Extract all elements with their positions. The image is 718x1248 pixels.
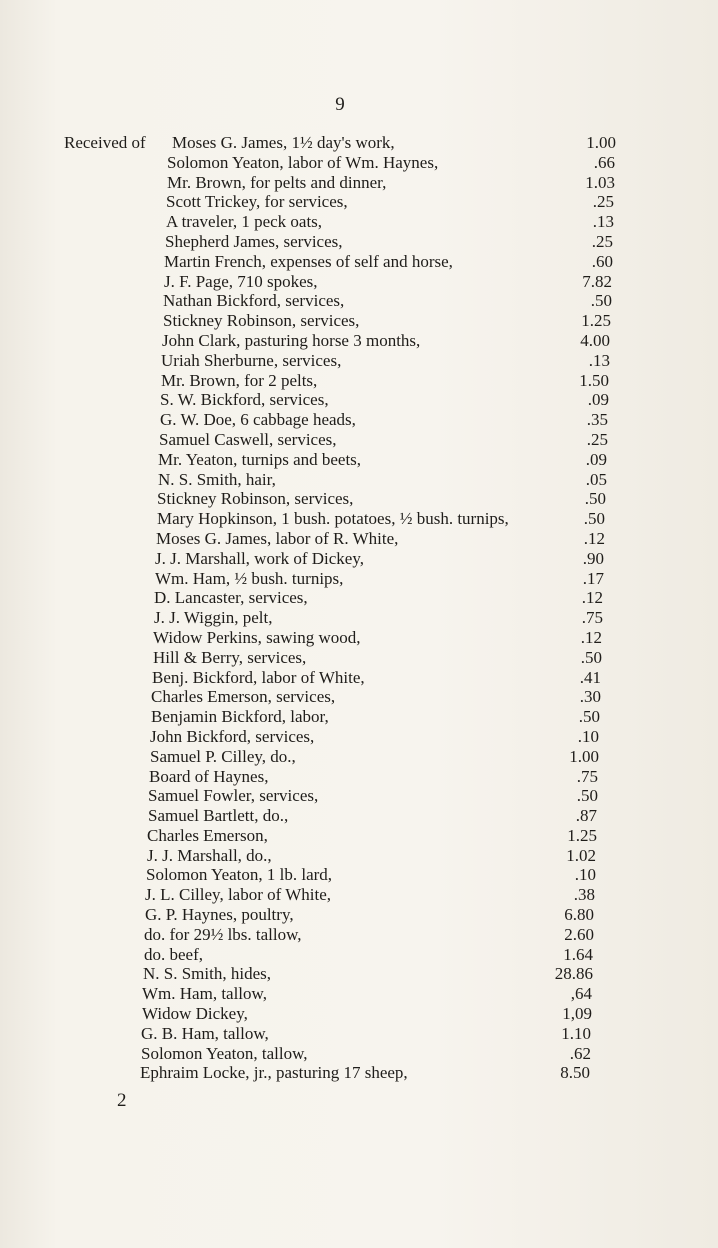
ledger-entry xyxy=(0,786,718,806)
entry-amount: .50 xyxy=(576,786,598,806)
entry-amount: .35 xyxy=(586,410,608,430)
entry-description: Samuel Caswell, services, xyxy=(159,429,337,449)
entry-description: Mr. Brown, for pelts and dinner, xyxy=(167,172,387,192)
ledger-entry xyxy=(0,1024,718,1044)
entry-description: Ephraim Locke, jr., pasturing 17 sheep, xyxy=(140,1063,408,1083)
entry-amount: .41 xyxy=(579,667,601,687)
entry-description: J. J. Marshall, do., xyxy=(147,845,272,865)
ledger-entry xyxy=(0,588,718,608)
entry-description: Widow Perkins, sawing wood, xyxy=(153,627,361,647)
entry-amount: 4.00 xyxy=(580,330,610,350)
entry-description: G. W. Doe, 6 cabbage heads, xyxy=(160,410,356,430)
entry-amount: .50 xyxy=(578,707,600,727)
ledger-entry xyxy=(0,608,718,628)
entry-amount: .75 xyxy=(576,766,598,786)
ledger-entry xyxy=(0,252,718,272)
entry-amount: .50 xyxy=(580,647,602,667)
entry-amount: 1.25 xyxy=(581,311,611,331)
entry-amount: .12 xyxy=(580,627,602,647)
ledger-entry xyxy=(0,707,718,727)
entry-description: Mr. Yeaton, turnips and beets, xyxy=(158,449,362,469)
entry-description: D. Lancaster, services, xyxy=(154,588,308,608)
page-number: 9 xyxy=(335,94,345,115)
ledger-entry xyxy=(0,410,718,430)
entry-description: Stickney Robinson, services, xyxy=(157,489,354,509)
entry-description: N. S. Smith, hair, xyxy=(158,469,276,489)
entry-amount: .12 xyxy=(583,528,605,548)
ledger-entry xyxy=(0,767,718,787)
entry-amount: ,64 xyxy=(570,984,592,1004)
entry-description: A traveler, 1 peck oats, xyxy=(166,212,323,232)
ledger-entry xyxy=(0,291,718,311)
entry-description: John Bickford, services, xyxy=(150,726,315,746)
entry-amount: 6.80 xyxy=(564,905,594,925)
entry-description: Mary Hopkinson, 1 bush. potatoes, ½ bush. turnips, xyxy=(157,509,509,529)
entry-amount: 1.64 xyxy=(563,944,593,964)
entry-description: Wm. Ham, ½ bush. turnips, xyxy=(155,568,344,588)
entry-description: do. beef, xyxy=(144,944,204,964)
entry-amount: .09 xyxy=(587,390,609,410)
entry-description: Mr. Brown, for 2 pelts, xyxy=(161,370,318,390)
ledger-entry xyxy=(0,549,718,569)
ledger-entry xyxy=(0,272,718,292)
entry-amount: .75 xyxy=(581,608,603,628)
entry-amount: 1.00 xyxy=(586,133,616,152)
ledger-entry xyxy=(0,529,718,549)
entry-amount: .09 xyxy=(585,449,607,469)
ledger-entry xyxy=(0,865,718,885)
entry-description: J. J. Marshall, work of Dickey, xyxy=(155,548,364,568)
ledger-entry xyxy=(0,371,718,391)
entry-description: Nathan Bickford, services, xyxy=(163,291,345,311)
ledger-entry xyxy=(0,964,718,984)
entry-description: Solomon Yeaton, tallow, xyxy=(141,1043,308,1063)
ledger-entry xyxy=(0,905,718,925)
entry-description: Stickney Robinson, services, xyxy=(163,311,360,331)
ledger-entry xyxy=(0,212,718,232)
entry-description: Moses G. James, labor of R. White, xyxy=(156,528,399,548)
ledger-entry xyxy=(0,390,718,410)
ledger-entry xyxy=(0,984,718,1004)
received-of-label: Received of xyxy=(64,133,146,152)
entry-amount: 28.86 xyxy=(554,964,593,984)
entry-amount: .13 xyxy=(592,212,614,232)
entry-amount: 1.10 xyxy=(561,1023,591,1043)
ledger-entry xyxy=(0,806,718,826)
ledger-entry xyxy=(0,1044,718,1064)
entry-amount: .50 xyxy=(584,489,606,509)
receipts-ledger xyxy=(0,133,718,1083)
entry-amount: .10 xyxy=(574,865,596,885)
entry-description: Benj. Bickford, labor of White, xyxy=(152,667,365,687)
entry-description: Moses G. James, 1½ day's work, xyxy=(172,133,395,152)
ledger-entry xyxy=(0,173,718,193)
entry-amount: 7.82 xyxy=(582,271,612,291)
entry-amount: .25 xyxy=(586,429,608,449)
entry-amount: 8.50 xyxy=(560,1063,590,1083)
entry-description: Solomon Yeaton, labor of Wm. Haynes, xyxy=(167,152,439,172)
entry-amount: .17 xyxy=(582,568,604,588)
ledger-entry xyxy=(0,450,718,470)
entry-amount: .13 xyxy=(588,350,610,370)
entry-amount: .50 xyxy=(583,509,605,529)
entry-description: Samuel P. Cilley, do., xyxy=(150,746,296,766)
ledger-entry xyxy=(0,569,718,589)
entry-description: N. S. Smith, hides, xyxy=(143,964,271,984)
entry-description: Benjamin Bickford, labor, xyxy=(151,707,329,727)
entry-description: John Clark, pasturing horse 3 months, xyxy=(162,330,421,350)
entry-amount: .30 xyxy=(579,687,601,707)
entry-description: Widow Dickey, xyxy=(142,1004,248,1024)
ledger-entry xyxy=(0,133,718,153)
ledger-entry xyxy=(0,331,718,351)
ledger-entry xyxy=(0,232,718,252)
ledger-entry xyxy=(0,727,718,747)
entry-description: Wm. Ham, tallow, xyxy=(142,984,267,1004)
ledger-entry xyxy=(0,826,718,846)
entry-description: Charles Emerson, services, xyxy=(151,687,336,707)
entry-description: Hill & Berry, services, xyxy=(153,647,307,667)
entry-amount: .87 xyxy=(575,806,597,826)
entry-description: do. for 29½ lbs. tallow, xyxy=(144,924,302,944)
entry-description: Board of Haynes, xyxy=(149,766,269,786)
ledger-entry xyxy=(0,885,718,905)
entry-amount: 1.25 xyxy=(567,825,597,845)
entry-description: S. W. Bickford, services, xyxy=(160,390,329,410)
entry-amount: 1.50 xyxy=(579,370,609,390)
ledger-entry xyxy=(0,1004,718,1024)
entry-description: Scott Trickey, for services, xyxy=(166,192,348,212)
entry-amount: .25 xyxy=(591,231,613,251)
entry-description: Martin French, expenses of self and horse, xyxy=(164,251,453,271)
ledger-entry xyxy=(0,668,718,688)
folio-mark: 2 xyxy=(117,1090,127,1111)
ledger-entry xyxy=(0,351,718,371)
ledger-entry xyxy=(0,470,718,490)
ledger-entry xyxy=(0,311,718,331)
entry-amount: 1.00 xyxy=(569,746,599,766)
entry-amount: .62 xyxy=(569,1043,591,1063)
ledger-entry xyxy=(0,925,718,945)
ledger-entry xyxy=(0,192,718,212)
ledger-entry xyxy=(0,628,718,648)
entry-amount: 1.02 xyxy=(566,845,596,865)
entry-description: Solomon Yeaton, 1 lb. lard, xyxy=(146,865,333,885)
entry-description: J. J. Wiggin, pelt, xyxy=(154,608,273,628)
ledger-entry xyxy=(0,846,718,866)
entry-description: Samuel Fowler, services, xyxy=(148,786,319,806)
entry-amount: .50 xyxy=(590,291,612,311)
ledger-entry xyxy=(0,509,718,529)
entry-amount: 1.03 xyxy=(585,172,615,192)
ledger-entry xyxy=(0,945,718,965)
entry-amount: .10 xyxy=(577,726,599,746)
entry-description: J. L. Cilley, labor of White, xyxy=(145,885,332,905)
entry-amount: .25 xyxy=(592,192,614,212)
ledger-entry xyxy=(0,648,718,668)
entry-description: Charles Emerson, xyxy=(147,825,268,845)
entry-description: J. F. Page, 710 spokes, xyxy=(164,271,318,291)
entry-description: Samuel Bartlett, do., xyxy=(148,806,289,826)
entry-amount: .90 xyxy=(582,548,604,568)
entry-amount: .05 xyxy=(585,469,607,489)
ledger-entry xyxy=(0,687,718,707)
ledger-entry xyxy=(0,153,718,173)
entry-amount: .60 xyxy=(591,251,613,271)
entry-description: Shepherd James, services, xyxy=(165,231,343,251)
ledger-entry xyxy=(0,430,718,450)
entry-description: Uriah Sherburne, services, xyxy=(161,350,342,370)
entry-description: G. P. Haynes, poultry, xyxy=(145,905,294,925)
ledger-entry xyxy=(0,747,718,767)
entry-amount: .66 xyxy=(593,152,615,172)
entry-amount: 1,09 xyxy=(562,1004,592,1024)
ledger-entry xyxy=(0,489,718,509)
ledger-entry xyxy=(0,1063,718,1083)
entry-amount: 2.60 xyxy=(564,924,594,944)
entry-amount: .12 xyxy=(581,588,603,608)
entry-description: G. B. Ham, tallow, xyxy=(141,1023,269,1043)
entry-amount: .38 xyxy=(573,885,595,905)
